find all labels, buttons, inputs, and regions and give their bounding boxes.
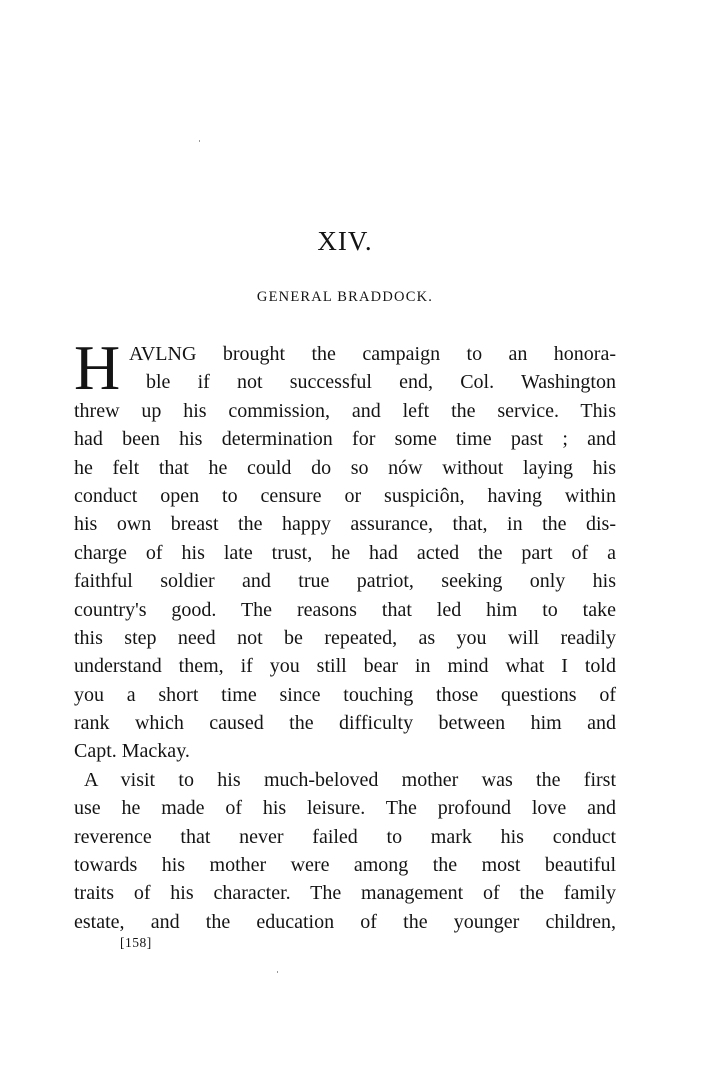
text-line: towards his mother were among the most beautiful	[74, 854, 616, 877]
text-line: country's good. The reasons that led him to take	[74, 598, 616, 621]
text-line: understand them, if you still bear in mind what I told	[74, 655, 616, 678]
text-line: reverence that never failed to mark his conduct	[74, 825, 616, 848]
text-line: charge of his late trust, he had acted the part of a	[74, 541, 616, 564]
chapter-number: XIV.	[317, 226, 373, 256]
text-line: estate, and the education of the younger children,	[74, 910, 616, 933]
text-line: AVLNG brought the campaign to an honora-	[129, 343, 616, 365]
text-line: conduct open to censure or suspiciôn, having within	[74, 484, 616, 507]
drop-cap: H	[74, 332, 121, 403]
text-line: had been his determination for some time past ; and	[74, 428, 616, 451]
paper-speck	[199, 140, 200, 142]
text-line: Capt. Mackay.	[74, 740, 190, 763]
text-line: traits of his character. The management of the family	[74, 882, 616, 905]
paper-speck	[277, 971, 278, 973]
text-line: faithful soldier and true patriot, seeking only his	[74, 570, 616, 593]
text-line: his own breast the happy assurance, that, in the dis-	[74, 513, 616, 536]
body-text	[74, 332, 616, 936]
text-line: A visit to his much-beloved mother was the first	[84, 768, 616, 791]
text-line: he felt that he could do so nów without laying his	[74, 456, 616, 479]
text-line: threw up his commission, and left the service. This	[74, 399, 616, 422]
text-line: ble if not successful end, Col. Washington	[146, 371, 616, 394]
text-line: this step need not be repeated, as you will readily	[74, 626, 616, 649]
chapter-title: GENERAL BRADDOCK.	[256, 289, 434, 305]
text-line: you a short time since touching those questions of	[74, 683, 616, 706]
page-number: [158]	[120, 935, 152, 950]
text-line: use he made of his leisure. The profound love and	[74, 797, 616, 820]
text-line: rank which caused the difficulty between him and	[74, 712, 616, 735]
